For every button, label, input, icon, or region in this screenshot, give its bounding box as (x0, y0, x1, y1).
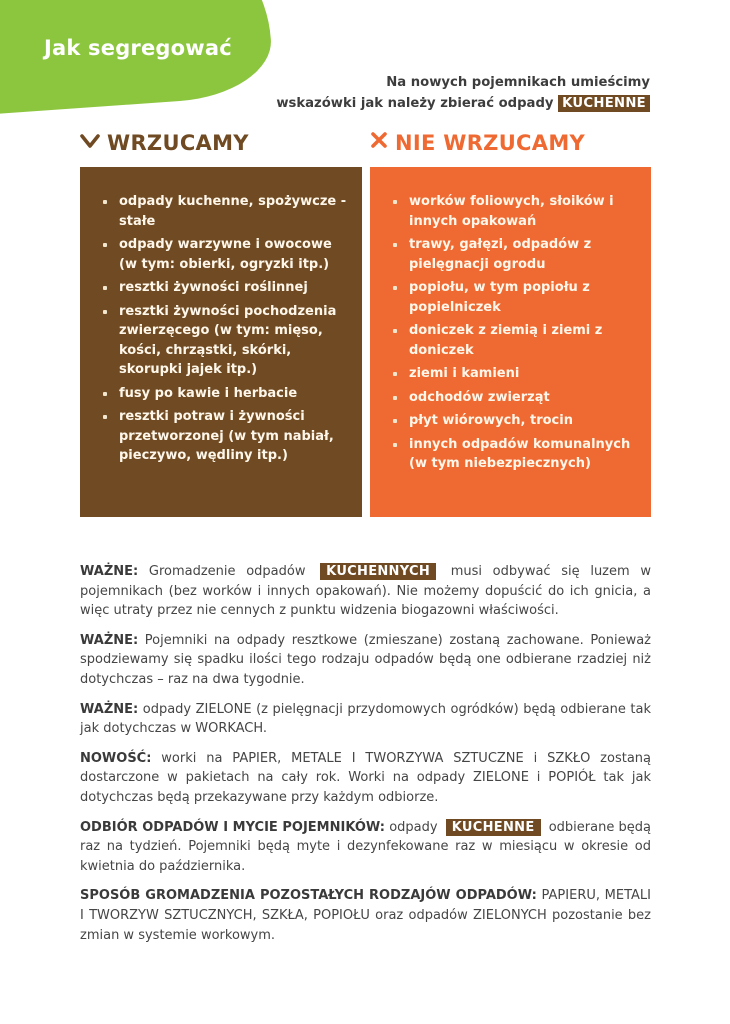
allowed-list-item: resztki żywności roślinnej (102, 278, 348, 298)
notes-section (80, 562, 651, 955)
page-title: Jak segregować (44, 36, 232, 60)
note-text-after: musi odbywać się luzem w pojemnikach (bez worków i innych opakowań). Nie możemy dopuścić do ich gnicia, a więc utraty przez nie cennych z punktu widzenia biogazowni właściwości. (80, 564, 651, 619)
note-lead: WAŻNE: (80, 564, 139, 579)
note-paragraph (80, 700, 651, 739)
intro-line-2 (276, 93, 650, 114)
note-text: odpady (385, 819, 442, 835)
forbidden-list-item: płyt wiórowych, trocin (392, 411, 637, 431)
intro-text (276, 72, 650, 114)
cross-icon (370, 130, 388, 155)
forbidden-list (392, 192, 637, 474)
allowed-list-item: resztki potraw i żywności przetworzonej (w tym nabiał, pieczywo, wędliny itp.) (102, 407, 348, 466)
note-paragraph (80, 818, 651, 877)
note-lead: WAŻNE: (80, 632, 139, 648)
note-tag: KUCHENNE (446, 819, 541, 836)
forbidden-list-item: ziemi i kamieni (392, 364, 637, 384)
intro-line-1: Na nowych pojemnikach umieścimy (386, 75, 650, 90)
note-paragraph (80, 886, 651, 945)
allowed-list-item: resztki żywności pochodzenia zwierzęcego (w tym: mięso, kości, chrząstki, skórki, skorupki jajek itp.) (102, 302, 348, 380)
kuchenne-tag: KUCHENNE (558, 95, 650, 112)
note-text: odpady ZIELONE (z pielęgnacji przydomowych ogródków) będą odbierane tak jak dotychczas w WORKACH. (80, 701, 651, 737)
forbidden-list-item: innych odpadów komunalnych (w tym niebezpiecznych) (392, 435, 637, 474)
forbidden-list-box (370, 167, 651, 517)
note-text: Pojemniki na odpady resztkowe (zmieszane) zostaną zachowane. Ponieważ spodziewamy się spadku ilości tego rodzaju odpadów będą one odbierane rzadziej niż dotychczas – raz na dwa tygodnie. (80, 632, 651, 687)
allowed-list (102, 192, 348, 466)
note-lead: WAŻNE: (80, 701, 139, 717)
note-lead: ODBIÓR ODPADÓW I MYCIE POJEMNIKÓW: (80, 819, 386, 835)
forbidden-list-item: worków foliowych, słoików i innych opakowań (392, 192, 637, 231)
note-text: worki na PAPIER, METALE I TWORZYWA SZTUCZNE i SZKŁO zostaną dostarczone w pakietach na cały rok. Worki na odpady ZIELONE i POPIÓŁ tak jak dotychczas będą przekazywane przy każdym odbiorze. (80, 750, 651, 805)
forbidden-title: NIE WRZUCAMY (395, 130, 586, 155)
allowed-list-item: odpady warzywne i owocowe (w tym: obierki, ogryzki itp.) (102, 235, 348, 274)
allowed-title: WRZUCAMY (107, 130, 249, 155)
note-paragraph (80, 562, 651, 621)
forbidden-list-item: odchodów zwierząt (392, 388, 637, 408)
note-lead: NOWOŚĆ: (80, 750, 152, 766)
note-text: Gromadzenie odpadów (138, 564, 317, 579)
allowed-list-item: fusy po kawie i herbacie (102, 384, 348, 404)
note-text: PAPIERU, METALI I TWORZYW SZTUCZNYCH, SZKŁA, POPIOŁU oraz odpadów ZIELONYCH pozostanie bez zmian w systemie workowym. (80, 888, 651, 943)
note-paragraph (80, 749, 651, 808)
allowed-list-box (80, 167, 362, 517)
forbidden-list-item: doniczek z ziemią i ziemi z doniczek (392, 321, 637, 360)
forbidden-heading (370, 130, 585, 155)
intro-line-2-text: wskazówki jak należy zbierać odpady (276, 96, 554, 111)
allowed-list-item: odpady kuchenne, spożywcze - stałe (102, 192, 348, 231)
check-icon (80, 130, 100, 155)
note-lead: SPOSÓB GROMADZENIA POZOSTAŁYCH RODZAJÓW ODPADÓW: (80, 888, 537, 904)
allowed-heading (80, 130, 249, 155)
note-tag: KUCHENNYCH (320, 563, 436, 580)
forbidden-list-item: popiołu, w tym popiołu z popielniczek (392, 278, 637, 317)
forbidden-list-item: trawy, gałęzi, odpadów z pielęgnacji ogrodu (392, 235, 637, 274)
note-text-after: odbierane będą raz na tydzień. Pojemniki będą myte i dezynfekowane raz w miesiącu w okresie od kwietnia do października. (80, 819, 651, 874)
note-paragraph (80, 631, 651, 690)
